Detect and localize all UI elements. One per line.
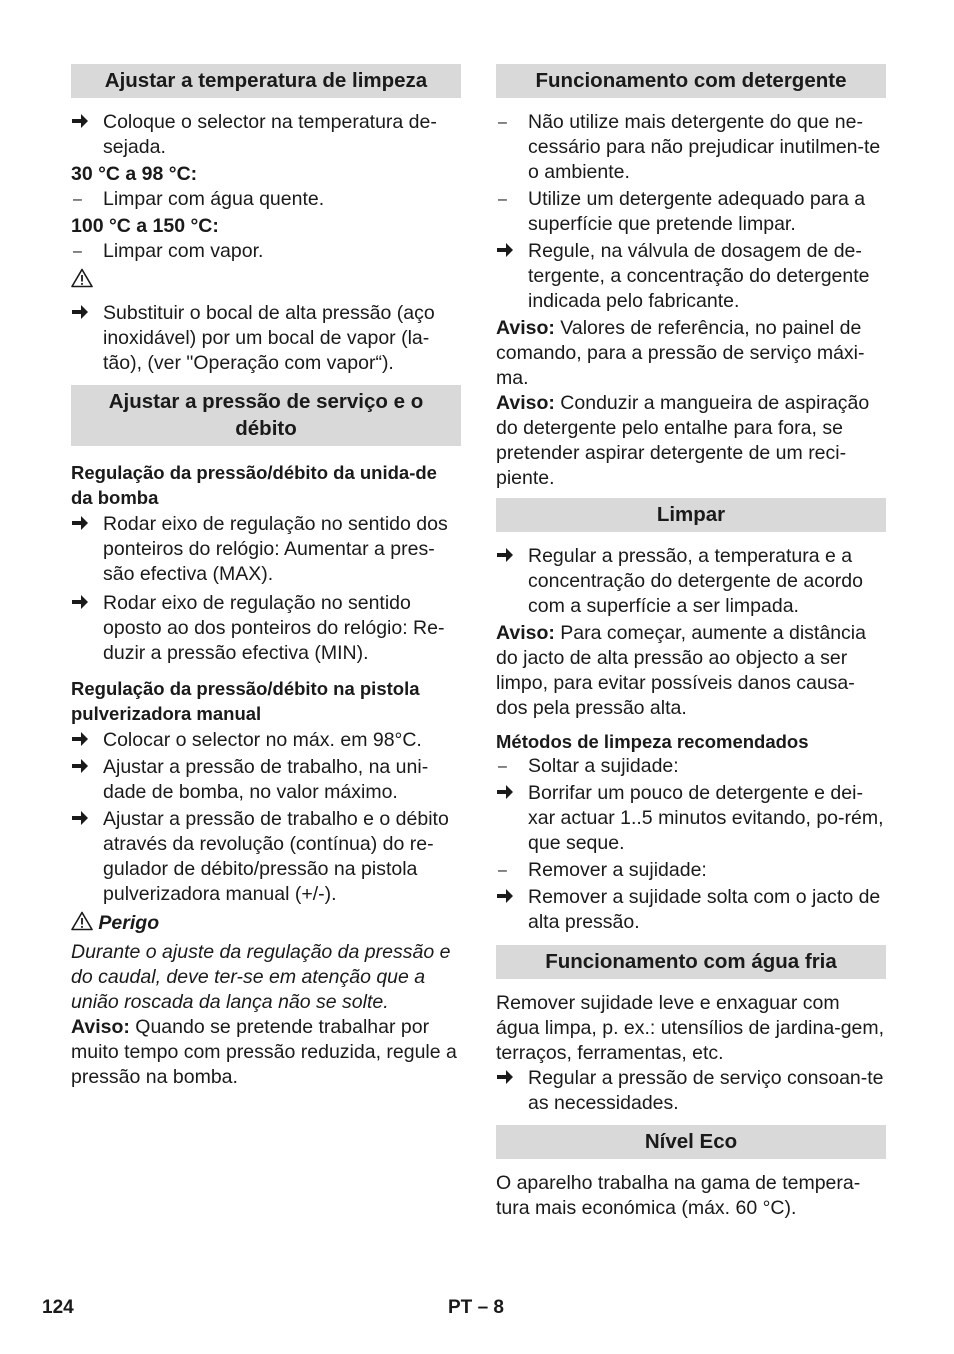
list-item: Rodar eixo de regulação no sentido oposto ao dos ponteiros do relógio: Re-duzir a pressão efectiva (MIN). [71,591,461,666]
list-item: Coloque o selector na temperatura de-sejada. [71,110,461,160]
right-arrow-icon [71,758,89,774]
list-item: – Utilize um detergente adequado para a superfície que pretende limpar. [498,188,866,235]
dash-marker: – [498,191,507,208]
list-item: Borrifar um pouco de detergente e dei-xar actuar 1..5 minutos evitando, po-rém, que seque. [496,781,886,856]
section-heading-cleaning: Limpar [496,498,886,532]
section-heading-detergent: Funcionamento com detergente [496,64,886,98]
list-item: – Limpar com vapor. [73,240,264,262]
right-arrow-icon [496,784,514,800]
paragraph: Remover sujidade leve e enxaguar com água limpa, p. ex.: utensílios de jardina-gem, terraços, ferramentas, etc. [496,992,885,1064]
danger-heading [71,911,461,936]
range-label: 100 °C a 150 °C: [71,215,219,237]
list-item: – Soltar a sujidade: [498,755,679,777]
list-item: Substituir o bocal de alta pressão (aço inoxidável) por um bocal de vapor (la-tão), (ver "Operação com vapor“). [71,301,461,376]
dash-marker: – [73,243,82,260]
note-paragraph: Aviso: Valores de referência, no painel de comando, para a pressão de serviço máxi-ma. [496,317,865,389]
right-column [496,64,886,1221]
section-heading-cold-water: Funcionamento com água fria [496,945,886,979]
dash-marker: – [73,191,82,208]
paragraph: O aparelho trabalha na gama de tempera-tura mais económica (máx. 60 °C). [496,1172,861,1219]
right-arrow-icon [71,515,89,531]
list-item: Colocar o selector no máx. em 98°C. [71,728,461,753]
list-item: – Não utilize mais detergente do que ne-cessário para não prejudicar inutilmen-te o ambiente. [498,111,881,183]
list-item: – Remover a sujidade: [498,859,707,881]
warning-triangle-icon [71,268,93,288]
note-paragraph: Aviso: Quando se pretende trabalhar por muito tempo com pressão reduzida, regule a pressão na bomba. [71,1016,457,1088]
right-arrow-icon [71,113,89,129]
note-paragraph: Aviso: Para começar, aumente a distância do jacto de alta pressão ao objecto a ser limpo, para evitar possíveis danos causa-dos pela pressão alta. [496,622,866,719]
list-item: – Limpar com água quente. [73,188,325,210]
danger-label: Perigo [98,912,160,934]
right-arrow-icon [71,304,89,320]
subheading-spray-gun: Regulação da pressão/débito na pistola pulverizadora manual [71,678,420,724]
dash-marker: – [498,862,507,879]
note-label: Aviso: [71,1016,130,1038]
note-label: Aviso: [496,622,555,644]
section-heading-pressure: Ajustar a pressão de serviço e o débito [71,385,461,446]
dash-marker: – [498,758,507,775]
list-item: Ajustar a pressão de trabalho e o débito através da revolução (contínua) do re-gulador de débito/pressão na pistola pulverizadora manual (+/-). [71,807,461,907]
right-arrow-icon [71,810,89,826]
section-marker: PT – 8 [448,1297,504,1318]
right-arrow-icon [71,594,89,610]
left-column [71,64,461,1090]
list-item: Ajustar a pressão de trabalho, na uni-dade de bomba, no valor máximo. [71,755,461,805]
right-arrow-icon [496,888,514,904]
right-arrow-icon [71,731,89,747]
list-item: Remover a sujidade solta com o jacto de alta pressão. [496,885,886,935]
section-heading-temperature: Ajustar a temperatura de limpeza [71,64,461,98]
subheading-pump-unit: Regulação da pressão/débito da unida-de da bomba [71,462,437,508]
list-item: Regular a pressão, a temperatura e a concentração do detergente de acordo com a superfície a ser limpada. [496,544,886,619]
list-item: Rodar eixo de regulação no sentido dos ponteiros do relógio: Aumentar a pres-são efectiva (MAX). [71,512,461,587]
right-arrow-icon [496,1069,514,1085]
note-label: Aviso: [496,317,555,339]
warning-marker [71,268,461,293]
note-label: Aviso: [496,392,555,414]
right-arrow-icon [496,242,514,258]
subheading-methods: Métodos de limpeza recomendados [496,731,809,752]
note-paragraph: Aviso: Conduzir a mangueira de aspiração do detergente pelo entalhe para fora, se pretender aspirar detergente de um reci-piente. [496,392,870,489]
right-arrow-icon [496,547,514,563]
list-item: Regular a pressão de serviço consoan-te as necessidades. [496,1066,886,1116]
danger-text: Durante o ajuste da regulação da pressão e do caudal, deve ter-se em atenção que a união roscada da lança não se solte. [71,941,451,1013]
section-heading-eco: Nível Eco [496,1125,886,1159]
warning-triangle-icon [71,911,93,931]
list-item: Regule, na válvula de dosagem de de-tergente, a concentração do detergente indicada pelo fabricante. [496,239,886,314]
dash-marker: – [498,114,507,131]
range-label: 30 °C a 98 °C: [71,163,198,185]
page-number: 124 [42,1297,74,1318]
